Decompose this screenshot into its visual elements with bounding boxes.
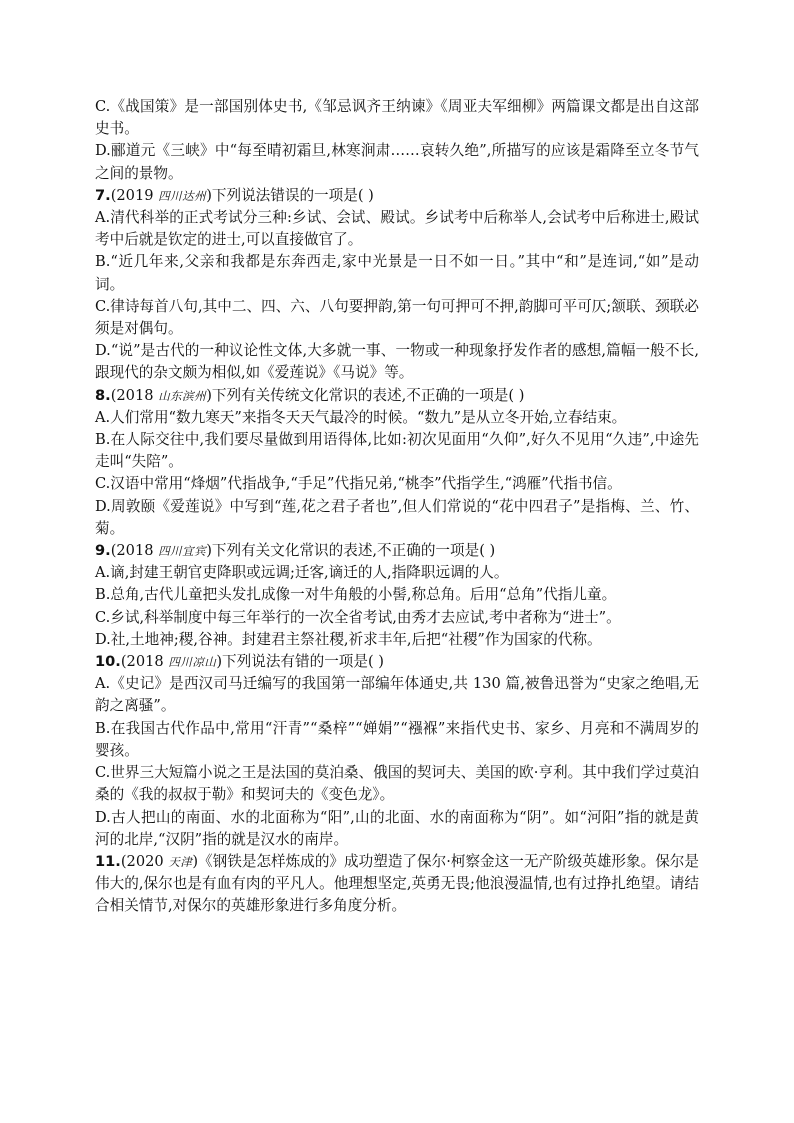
question-8-stem	[95, 385, 699, 407]
q10-option-a: A.《史记》是西汉司马迁编写的我国第一部编年体通史,共 130 篇,被鲁迅誉为“史家之绝唱,无韵之离骚”。	[95, 675, 699, 715]
source-region: 天津	[168, 854, 193, 869]
q8-option-c: C.汉语中常用“烽烟”代指战争,“手足”代指兄弟,“桃李”代指学生,“鸿雁”代指书信。	[95, 475, 622, 493]
q7-option-b: B.“近几年来,父亲和我都是东奔西走,家中光景是一日不如一日。”其中“和”是连词,“如”是动词。	[95, 253, 699, 293]
source-region: 山东滨州	[158, 388, 207, 403]
q8-option-d: D.周敦颐《爱莲说》中写到“莲,花之君子者也”,但人们常说的“花中四君子”是指梅、兰、竹、菊。	[95, 497, 699, 537]
q7-option-a: A.清代科举的正式考试分三种:乡试、会试、殿试。乡试考中后称举人,会试考中后称进士,殿试考中后就是钦定的进士,可以直接做官了。	[95, 209, 699, 249]
source-prefix: (2018	[120, 653, 169, 671]
prev-option-d: D.郦道元《三峡》中“每至晴初霜旦,林寒涧肃……哀转久绝”,所描写的应该是霜降至立冬节气之间的景物。	[95, 142, 699, 182]
question-text: )下列说法错误的一项是( )	[206, 186, 374, 204]
question-number: 8.	[95, 386, 111, 404]
source-region: 四川宜宾	[158, 544, 207, 559]
prev-option-c: C.《战国策》是一部国别体史书,《邹忌讽齐王纳谏》《周亚夫军细柳》两篇课文都是出自这部史书。	[95, 98, 699, 138]
source-region: 四川凉山	[168, 655, 217, 670]
question-text: )《钢铁是怎样炼成的》成功塑造了保尔·柯察金这一无产阶级英雄形象。保尔是伟大的,保尔也是有血有肉的平凡人。他理想坚定,英勇无畏;他浪漫温情,也有过挣扎绝望。请结合相关情节,对保尔的英雄形象进行多角度分析。	[95, 852, 699, 915]
question-number: 11.	[95, 852, 121, 870]
question-9-stem	[95, 540, 699, 562]
question-number: 10.	[95, 653, 121, 671]
question-number: 7.	[95, 186, 111, 204]
question-10-stem	[95, 651, 699, 673]
q8-option-b: B.在人际交往中,我们要尽量做到用语得体,比如:初次见面用“久仰”,好久不见用“久违”,中途先走叫“失陪”。	[95, 431, 699, 471]
question-11-stem	[95, 851, 699, 918]
q9-option-c: C.乡试,科举制度中每三年举行的一次全省考试,由秀才去应试,考中者称为“进士”。	[95, 608, 621, 626]
q9-option-a: A.谪,封建王朝官吏降职或远调;迁客,谪迁的人,指降职远调的人。	[95, 564, 509, 582]
q7-option-c: C.律诗每首八句,其中二、四、六、八句要押韵,第一句可押可不押,韵脚可平可仄;颔联、颈联必须是对偶句。	[95, 297, 699, 338]
question-text: )下列有关传统文化常识的表述,不正确的一项是( )	[206, 386, 525, 404]
q9-option-d: D.社,土地神;稷,谷神。封建君主祭社稷,祈求丰年,后把“社稷”作为国家的代称。	[95, 630, 602, 648]
source-prefix: (2019	[110, 186, 159, 204]
q10-option-c: C.世界三大短篇小说之王是法国的莫泊桑、俄国的契诃夫、美国的欧·亨利。其中我们学过莫泊桑的《我的叔叔于勒》和契诃夫的《变色龙》。	[95, 764, 699, 804]
q8-option-a: A.人们常用“数九寒天”来指冬天天气最冷的时候。“数九”是从立冬开始,立春结束。	[95, 408, 627, 426]
question-number: 9.	[95, 542, 111, 560]
source-prefix: (2020	[120, 852, 169, 870]
q10-option-d: D.古人把山的南面、水的北面称为“阳”,山的北面、水的南面称为“阴”。如“河阳”指的就是黄河的北岸,“汉阴”指的就是汉水的南岸。	[95, 808, 699, 848]
question-text: )下列有关文化常识的表述,不正确的一项是( )	[206, 542, 496, 560]
q7-option-d: D.“说”是古代的一种议论性文体,大多就一事、一物或一种现象抒发作者的感想,篇幅一般不长,跟现代的杂文颇为相似,如《爱莲说》《马说》等。	[95, 342, 699, 382]
source-prefix: (2018	[110, 542, 159, 560]
source-prefix: (2018	[110, 386, 159, 404]
q10-option-b: B.在我国古代作品中,常用“汗青”“桑梓”“婵娟”“襁褓”来指代史书、家乡、月亮和不满周岁的婴孩。	[95, 719, 699, 759]
source-region: 四川达州	[158, 188, 207, 203]
question-text: )下列说法有错的一项是( )	[216, 653, 385, 671]
q9-option-b: B.总角,古代儿童把头发扎成像一对牛角般的小髻,称总角。后用“总角”代指儿童。	[95, 586, 617, 604]
question-7-stem	[95, 185, 699, 207]
